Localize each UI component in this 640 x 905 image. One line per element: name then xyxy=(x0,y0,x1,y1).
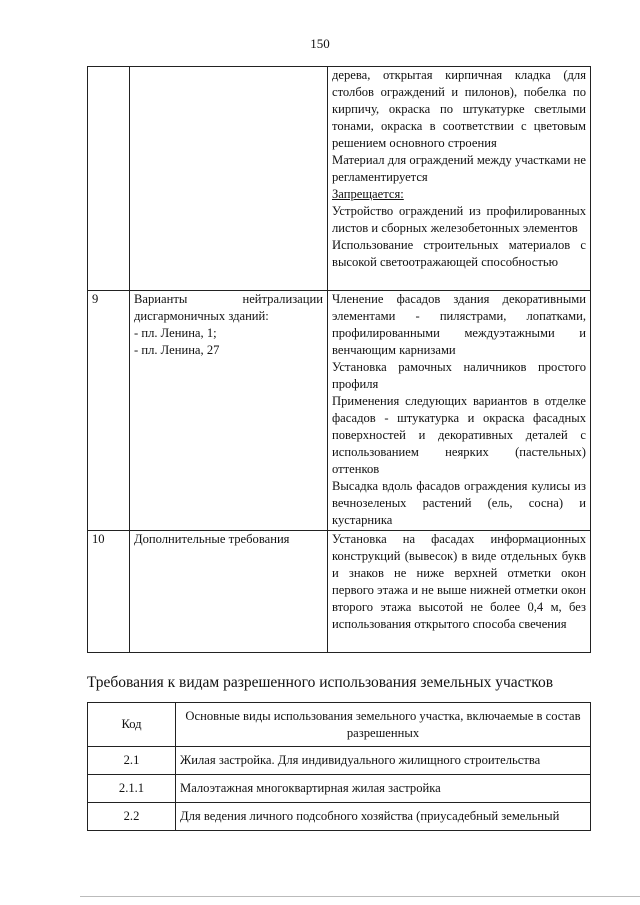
table-row xyxy=(88,67,591,291)
use-code: 2.2 xyxy=(88,803,176,831)
paragraph: Установка на фасадах информационных конструкций (вывесок) в виде отдельных букв и знаков не ниже верхней отметки окон первого этажа и не выше нижней отметки окон второго этажа высотой не более 0,4 м, без использования открытого способа свечения xyxy=(332,532,586,631)
land-use-table xyxy=(87,702,591,831)
page-edge-divider xyxy=(80,896,640,897)
header-description: Основные виды использования земельного участка, включаемые в состав разрешенных xyxy=(176,703,591,747)
paragraph: Применения следующих вариантов в отделке фасадов - штукатурка и окраска фасадных поверхностей и декоративных деталей с использованием неярких (пастельных) оттенков xyxy=(332,394,586,476)
page-number: 150 xyxy=(310,36,330,51)
prohibited-label: Запрещается: xyxy=(332,187,404,201)
row-name-word: Варианты xyxy=(134,292,188,306)
paragraph: Использование строительных материалов с высокой светоотражающей способностью xyxy=(332,238,586,269)
table-row xyxy=(88,531,591,653)
row-text xyxy=(328,531,591,653)
paragraph: Установка рамочных наличников простого профиля xyxy=(332,360,586,391)
use-code: 2.1 xyxy=(88,747,176,775)
paragraph: Высадка вдоль фасадов ограждения кулисы из вечнозеленых растений (ель, сосна) и кустарника xyxy=(332,479,586,527)
paragraph: Членение фасадов здания декоративными элементами - пилястрами, лопатками, профилированными междуэтажными и венчающим карнизами xyxy=(332,292,586,357)
row-name-line: - пл. Ленина, 1; xyxy=(134,326,217,340)
header-code: Код xyxy=(88,703,176,747)
row-name-line: - пл. Ленина, 27 xyxy=(134,343,220,357)
table-row xyxy=(88,803,591,831)
table-row xyxy=(88,775,591,803)
row-name-word: нейтрализации xyxy=(242,292,323,306)
use-description: Жилая застройка. Для индивидуального жилищного строительства xyxy=(176,747,591,775)
row-name xyxy=(130,67,328,291)
table-row xyxy=(88,291,591,531)
row-number: 10 xyxy=(88,531,130,653)
row-name-line: дисгармоничных зданий: xyxy=(134,309,269,323)
section-heading: Требования к видам разрешенного использования земельных участков xyxy=(86,674,554,691)
paragraph: Материал для ограждений между участками не регламентируется xyxy=(332,153,586,184)
row-text xyxy=(328,291,591,531)
use-code: 2.1.1 xyxy=(88,775,176,803)
paragraph: Устройство ограждений из профилированных листов и сборных железобетонных элементов xyxy=(332,204,586,235)
use-description: Для ведения личного подсобного хозяйства (приусадебный земельный xyxy=(176,803,591,831)
paragraph: дерева, открытая кирпичная кладка (для столбов ограждений и пилонов), побелка по кирпичу, окраска по штукатурке светлыми тонами, окраска в соответствии с цветовым решением основного строения xyxy=(332,68,586,150)
use-description: Малоэтажная многоквартирная жилая застройка xyxy=(176,775,591,803)
row-number xyxy=(88,67,130,291)
row-name xyxy=(130,291,328,531)
table-header-row xyxy=(88,703,591,747)
row-name: Дополнительные требования xyxy=(130,531,328,653)
table-row xyxy=(88,747,591,775)
row-number: 9 xyxy=(88,291,130,531)
row-text xyxy=(328,67,591,291)
row-name-first-line xyxy=(134,291,323,308)
requirements-table xyxy=(87,66,591,653)
